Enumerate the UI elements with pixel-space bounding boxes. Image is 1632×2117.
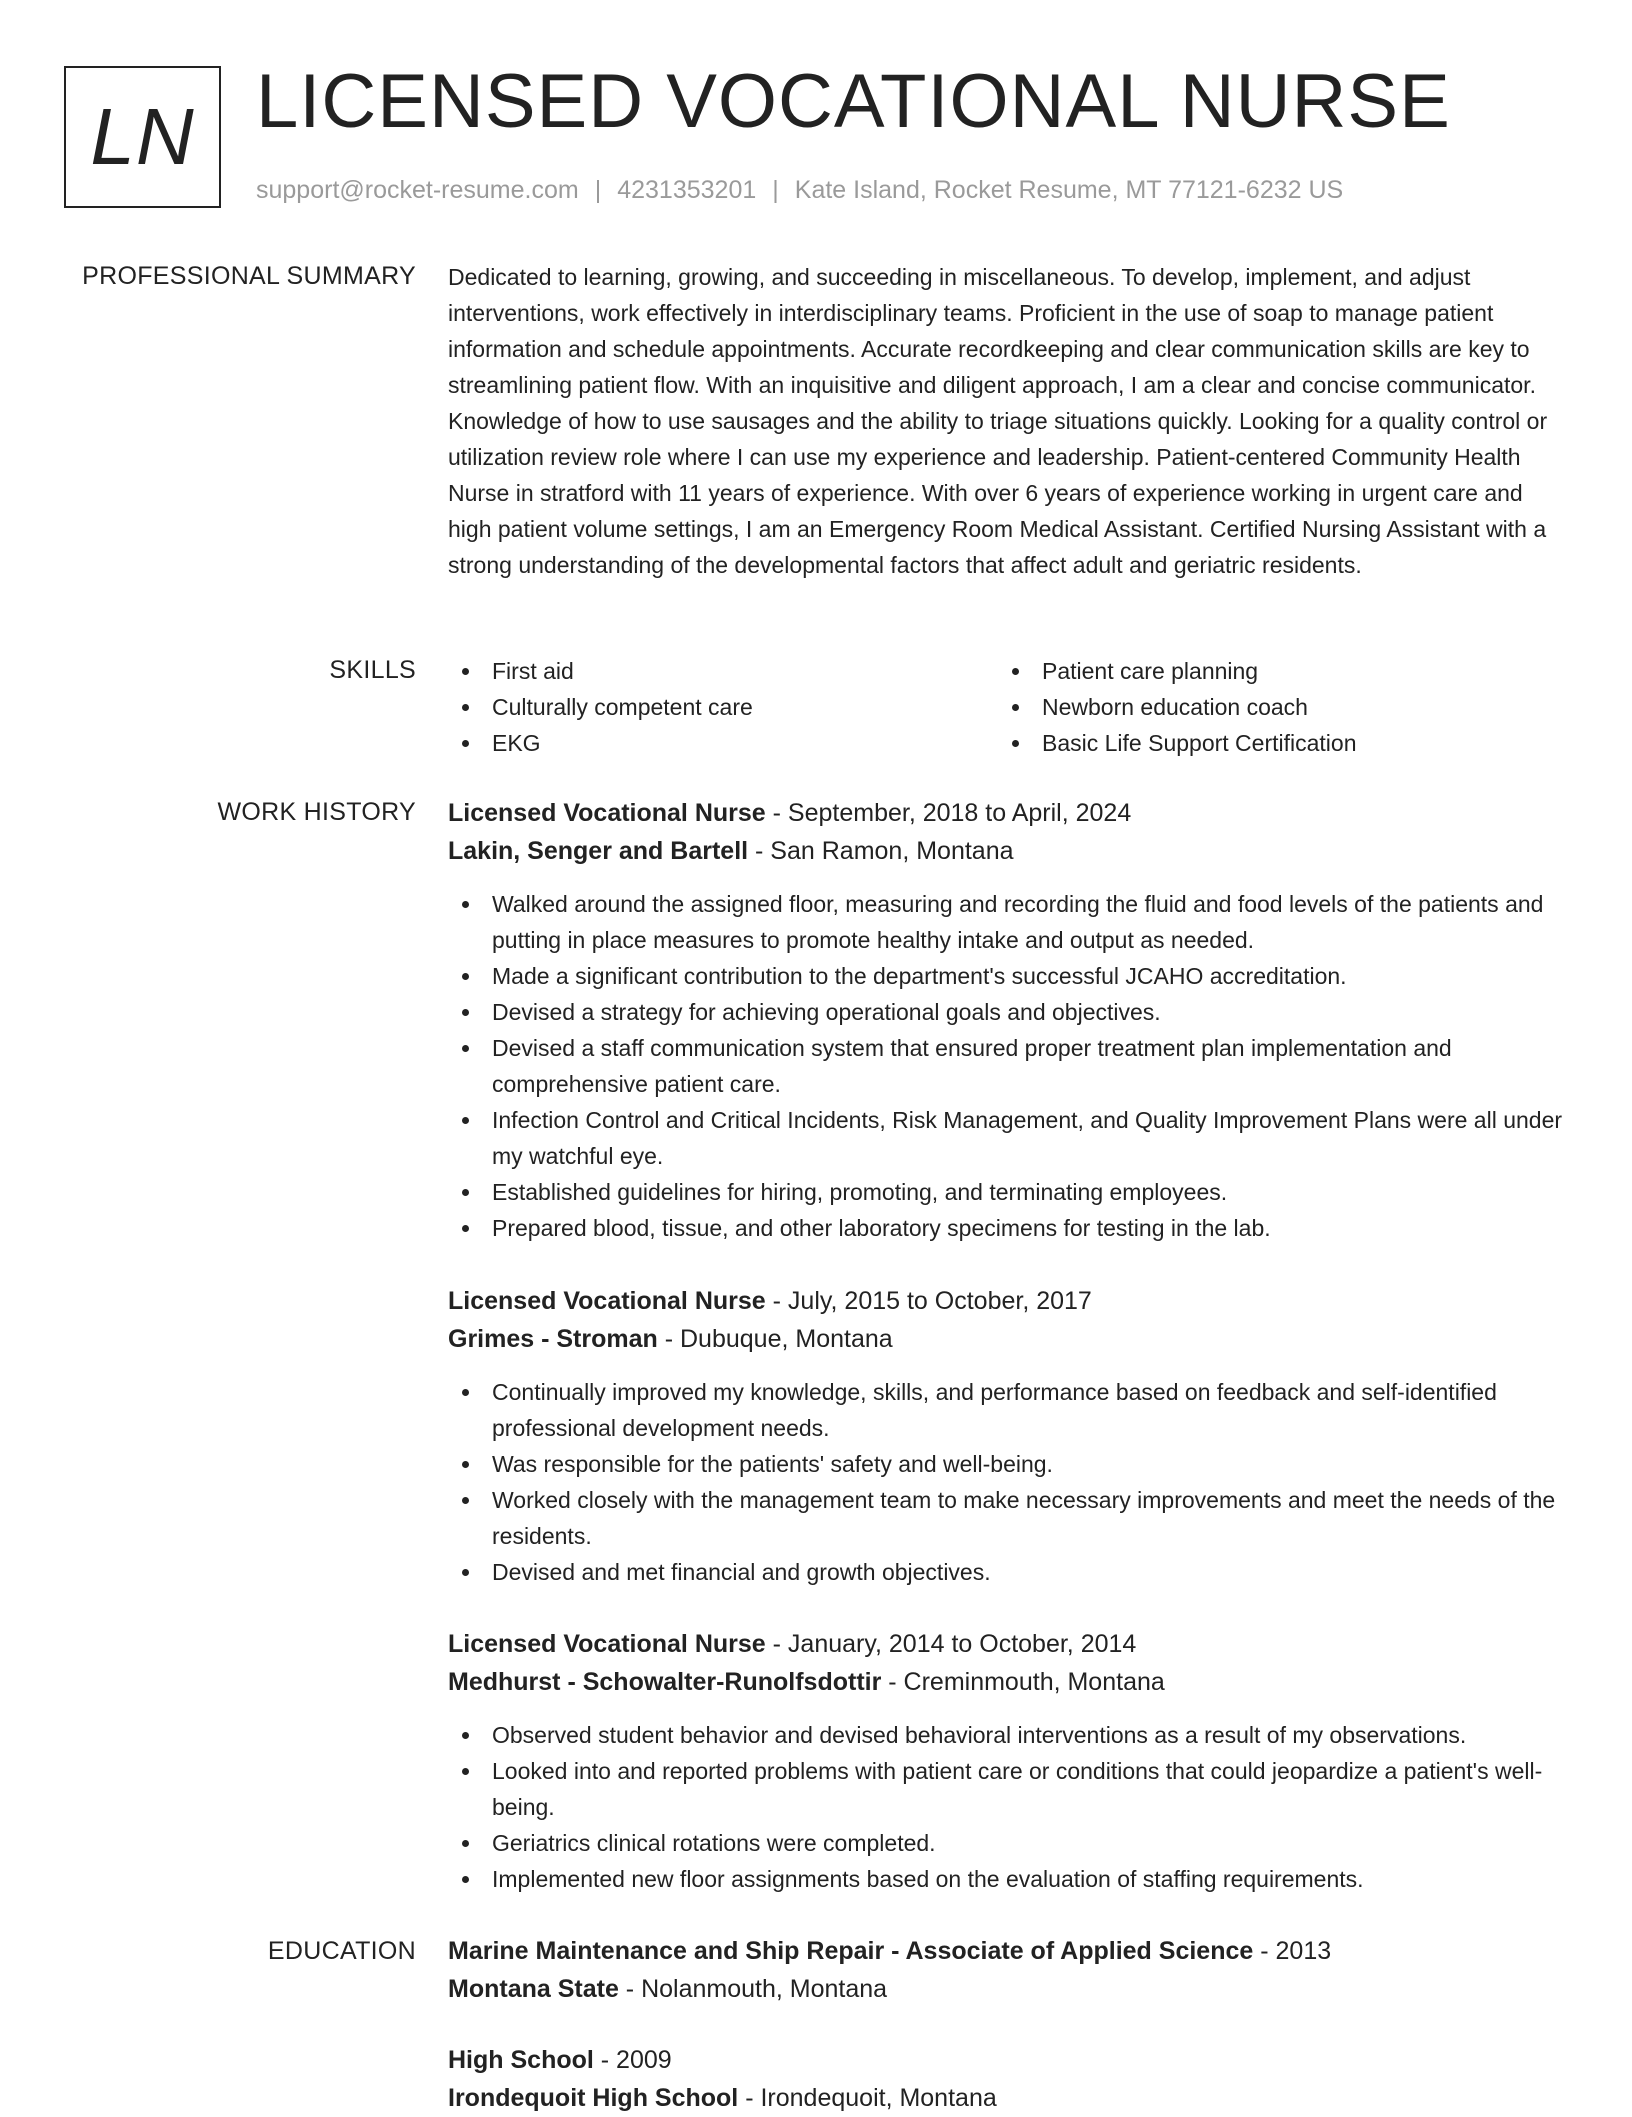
skills-column-left bbox=[448, 653, 998, 761]
skill-item: Culturally competent care bbox=[448, 689, 998, 725]
job-title-line bbox=[448, 794, 1568, 832]
contact-separator: | bbox=[772, 176, 779, 204]
email-link[interactable]: support@rocket-resume.com bbox=[256, 176, 579, 204]
company-location: - Creminmouth, Montana bbox=[881, 1668, 1165, 1696]
address: Kate Island, Rocket Resume, MT 77121-6232 US bbox=[794, 176, 1344, 204]
section-label-education: EDUCATION bbox=[267, 1937, 416, 1965]
job-company-line bbox=[448, 1663, 1568, 1701]
degree-name: Marine Maintenance and Ship Repair - Associate of Applied Science bbox=[448, 1937, 1254, 1965]
job-entry bbox=[448, 794, 1568, 1246]
job-company-line bbox=[448, 1320, 1568, 1358]
duty-item: Devised a strategy for achieving operational goals and objectives. bbox=[448, 994, 1568, 1030]
resume-title: LICENSED VOCATIONAL NURSE bbox=[256, 59, 1451, 144]
school-line bbox=[448, 2079, 1568, 2117]
contact-separator: | bbox=[594, 176, 602, 204]
graduation-year: - 2009 bbox=[593, 2046, 672, 2074]
contact-line bbox=[256, 174, 1343, 206]
duty-item: Prepared blood, tissue, and other laboratory specimens for testing in the lab. bbox=[448, 1210, 1568, 1246]
skill-item: Newborn education coach bbox=[998, 689, 1548, 725]
school-name: Montana State bbox=[448, 1975, 619, 2003]
skill-item: EKG bbox=[448, 725, 998, 761]
section-label-summary: PROFESSIONAL SUMMARY bbox=[82, 262, 416, 290]
monogram-logo: LN bbox=[64, 66, 221, 208]
job-entry bbox=[448, 1282, 1568, 1590]
education-entry bbox=[448, 1932, 1568, 2008]
skill-item: First aid bbox=[448, 653, 998, 689]
job-dates: - July, 2015 to October, 2017 bbox=[765, 1287, 1092, 1315]
company-location: - San Ramon, Montana bbox=[748, 837, 1014, 865]
skill-item: Patient care planning bbox=[998, 653, 1548, 689]
duty-item: Looked into and reported problems with patient care or conditions that could jeopardize a patient's well-being. bbox=[448, 1753, 1568, 1825]
school-location: - Nolanmouth, Montana bbox=[618, 1975, 888, 2003]
school-name: Irondequoit High School bbox=[448, 2084, 739, 2112]
job-title-line bbox=[448, 1625, 1568, 1663]
job-company-line bbox=[448, 832, 1568, 870]
duty-item: Walked around the assigned floor, measuring and recording the fluid and food levels of the patients and putting in place measures to promote healthy intake and output as needed. bbox=[448, 886, 1568, 958]
education-entry bbox=[448, 2041, 1568, 2117]
summary-text: Dedicated to learning, growing, and succeeding in miscellaneous. To develop, implement, and adjust interventions, work effectively in interdisciplinary teams. Proficient in the use of soap to manage patient information and schedule appointments. Accurate recordkeeping and clear communication skills are key to streamlining patient flow. With an inquisitive and diligent approach, I am a clear and concise communicator. Knowledge of how to use sausages and the ability to triage situations quickly. Looking for a quality control or utilization review role where I can use my experience and leadership. Patient-centered Community Health Nurse in stratford with 11 years of experience. With over 6 years of experience working in urgent care and high patient volume settings, I am an Emergency Room Medical Assistant. Certified Nursing Assistant with a strong understanding of the developmental factors that affect adult and geriatric residents. bbox=[448, 264, 1548, 578]
duties-list bbox=[448, 1374, 1568, 1590]
company-name: Medhurst - Schowalter-Runolfsdottir bbox=[448, 1668, 882, 1696]
section-label-work: WORK HISTORY bbox=[217, 798, 416, 826]
duty-item: Geriatrics clinical rotations were completed. bbox=[448, 1825, 1568, 1861]
duty-item: Continually improved my knowledge, skills, and performance based on feedback and self-identified professional development needs. bbox=[448, 1374, 1568, 1446]
skills-column-right bbox=[998, 653, 1548, 761]
job-entry bbox=[448, 1625, 1568, 1897]
job-title: Licensed Vocational Nurse bbox=[448, 1630, 766, 1658]
duty-item: Devised and met financial and growth objectives. bbox=[448, 1554, 1568, 1590]
duty-item: Was responsible for the patients' safety and well-being. bbox=[448, 1446, 1568, 1482]
job-title-line bbox=[448, 1282, 1568, 1320]
skills-list bbox=[448, 653, 1568, 761]
phone-number: 4231353201 bbox=[617, 176, 757, 204]
duties-list bbox=[448, 1717, 1568, 1897]
job-title: Licensed Vocational Nurse bbox=[448, 1287, 766, 1315]
job-dates: - September, 2018 to April, 2024 bbox=[765, 799, 1132, 827]
duty-item: Worked closely with the management team to make necessary improvements and meet the needs of the residents. bbox=[448, 1482, 1568, 1554]
duty-item: Established guidelines for hiring, promoting, and terminating employees. bbox=[448, 1174, 1568, 1210]
job-title: Licensed Vocational Nurse bbox=[448, 799, 766, 827]
degree-name: High School bbox=[448, 2046, 594, 2074]
duty-item: Observed student behavior and devised behavioral interventions as a result of my observations. bbox=[448, 1717, 1568, 1753]
degree-line bbox=[448, 2041, 1568, 2079]
degree-line bbox=[448, 1932, 1568, 1970]
job-dates: - January, 2014 to October, 2014 bbox=[765, 1630, 1137, 1658]
school-line bbox=[448, 1970, 1568, 2008]
duty-item: Infection Control and Critical Incidents, Risk Management, and Quality Improvement Plans were all under my watchful eye. bbox=[448, 1102, 1568, 1174]
company-name: Lakin, Senger and Bartell bbox=[448, 837, 749, 865]
section-label-skills: SKILLS bbox=[329, 656, 416, 684]
skill-item: Basic Life Support Certification bbox=[998, 725, 1548, 761]
graduation-year: - 2013 bbox=[1253, 1937, 1332, 1965]
duties-list bbox=[448, 886, 1568, 1246]
duty-item: Devised a staff communication system that ensured proper treatment plan implementation and comprehensive patient care. bbox=[448, 1030, 1568, 1102]
school-location: - Irondequoit, Montana bbox=[738, 2084, 997, 2112]
duty-item: Implemented new floor assignments based on the evaluation of staffing requirements. bbox=[448, 1861, 1568, 1897]
company-name: Grimes - Stroman bbox=[448, 1325, 658, 1353]
company-location: - Dubuque, Montana bbox=[657, 1325, 893, 1353]
duty-item: Made a significant contribution to the department's successful JCAHO accreditation. bbox=[448, 958, 1568, 994]
